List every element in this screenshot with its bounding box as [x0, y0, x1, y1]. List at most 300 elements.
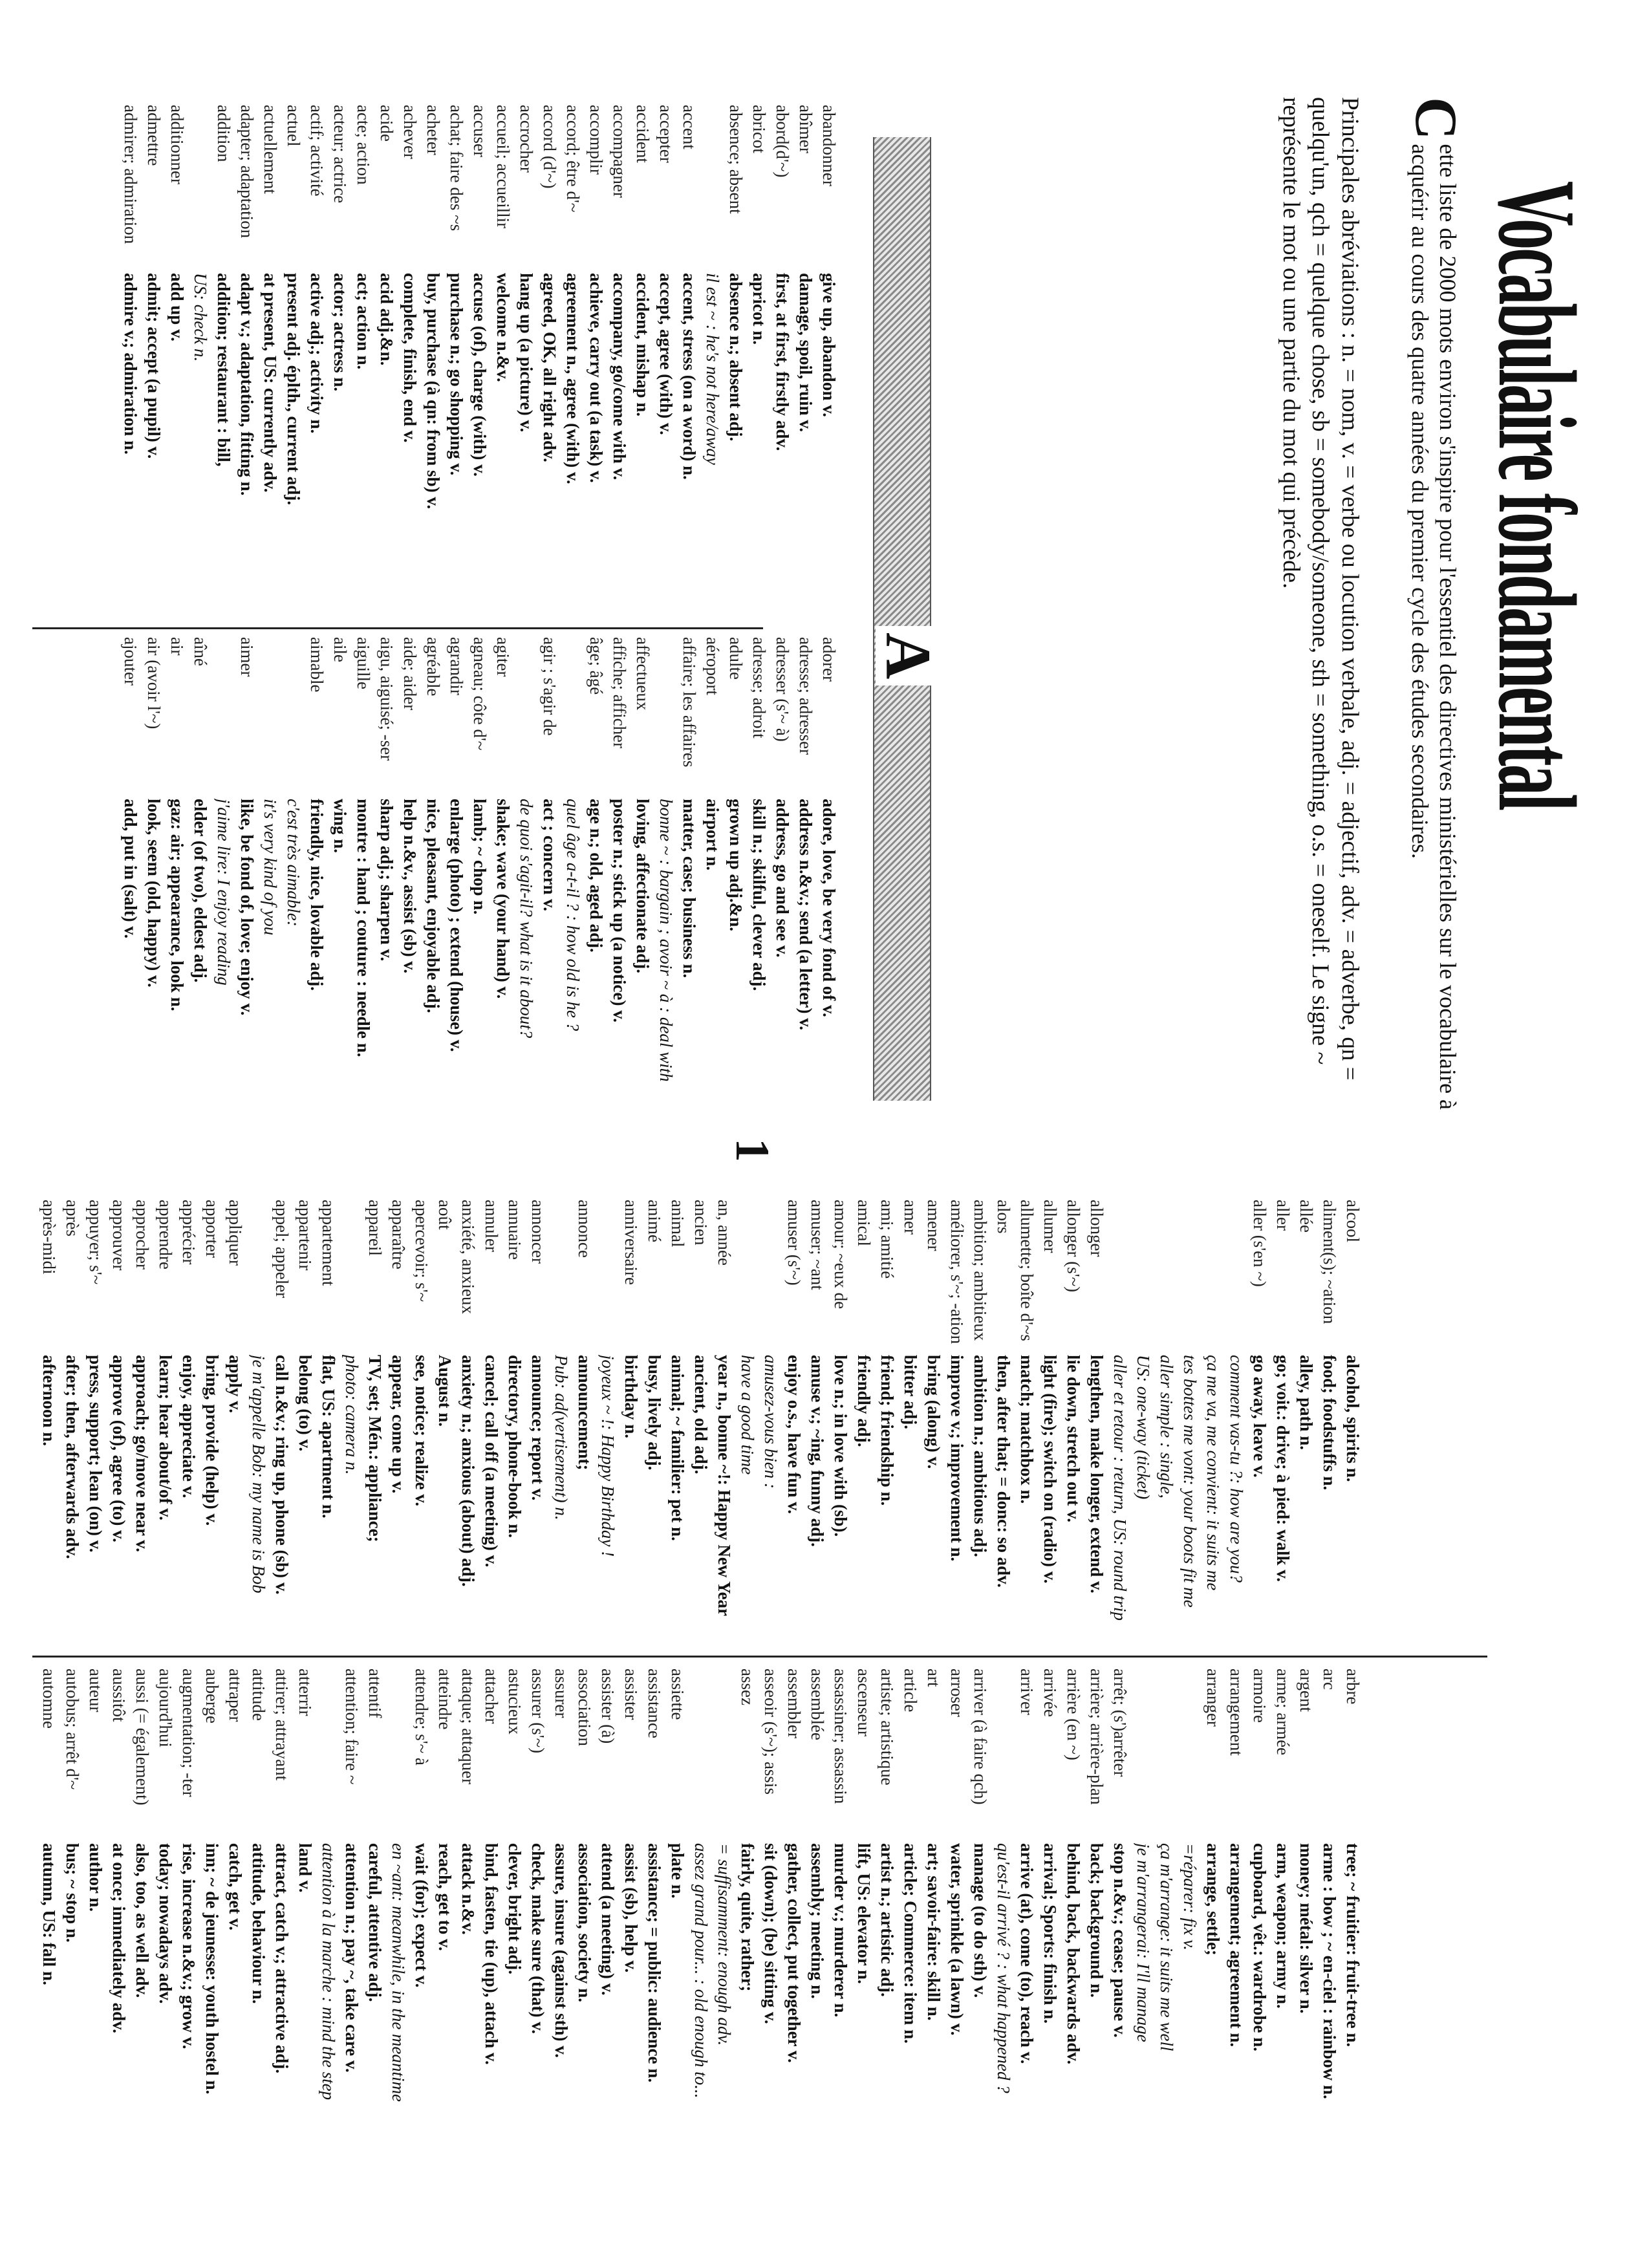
vocab-entry — [771, 105, 794, 616]
french-headword — [189, 105, 212, 273]
english-translation: agreed, OK, all right adv. — [540, 273, 559, 462]
english-translation: US: check n. — [191, 273, 210, 362]
vocab-column — [119, 105, 841, 616]
french-headword: asseoir (s'~); assis — [761, 1669, 781, 1795]
english-translation: attract, catch v.; attractive adj. — [272, 1843, 292, 2074]
french-headword — [387, 1669, 410, 1843]
english-translation: money; métal: silver n. — [1297, 1843, 1316, 2014]
vocab-entry — [317, 1200, 340, 1652]
french-headword: auteur — [86, 1669, 105, 1712]
english-translation: admit; accept (a pupil) v. — [144, 273, 164, 459]
vocab-entry — [235, 105, 259, 616]
english-translation: arrival; Sports: finish n. — [1040, 1843, 1060, 2024]
page-number: 1 — [726, 1138, 779, 1162]
french-headword: apporter — [202, 1200, 222, 1258]
vocab-entry — [643, 1669, 666, 2121]
english-translation: press, support; lean (on) v. — [86, 1355, 105, 1553]
vocab-entry — [713, 1200, 736, 1652]
french-headword: accuser — [470, 105, 490, 157]
french-headword: accueil; accueillir — [493, 105, 513, 229]
english-translation: present adj. éplth., current adj. — [284, 273, 303, 505]
french-headword: ambition; ambitieux — [971, 1200, 990, 1341]
french-headword: admettre — [144, 105, 164, 166]
french-headword: approuver — [109, 1200, 129, 1271]
french-headword — [282, 637, 305, 799]
english-translation: enjoy, appreciate v. — [179, 1355, 199, 1498]
french-headword: armoire — [1250, 1669, 1269, 1723]
english-translation: at once; immediately adv. — [109, 1843, 129, 2033]
english-translation: arrange, settle; — [1203, 1843, 1223, 1956]
english-translation: joyeux ~ !: Happy Birthday ! — [598, 1355, 618, 1557]
french-headword: attendre; s'~ à — [412, 1669, 431, 1766]
french-headword — [550, 1200, 573, 1355]
french-headword — [736, 1200, 759, 1355]
french-headword: appliquer — [226, 1200, 245, 1266]
vocab-entry — [282, 105, 305, 616]
vocab-entry — [433, 1669, 457, 2121]
vocab-entry — [1225, 1200, 1248, 1652]
french-headword: abandonner — [819, 105, 839, 186]
french-headword: attaque; attaquer — [458, 1669, 478, 1785]
english-translation: tes bottes me vont: your boots fit me — [1180, 1355, 1200, 1608]
french-headword: assister — [621, 1669, 641, 1720]
section-letter: A — [876, 626, 940, 686]
english-translation: assistance; = public: audience n. — [645, 1843, 664, 2083]
french-headword: aller — [1273, 1200, 1293, 1231]
vocab-entry — [491, 637, 515, 1161]
english-translation: approach; go/move near v. — [133, 1355, 152, 1553]
vocab-entry — [608, 637, 631, 1161]
french-headword: automne — [39, 1669, 59, 1729]
vocab-entry — [259, 105, 282, 616]
french-headword: accompagner — [610, 105, 629, 198]
french-headword: annonce — [575, 1200, 594, 1258]
english-translation: buy, purchase (à qn: from sb) v. — [424, 273, 443, 510]
french-headword: allumer — [1040, 1200, 1060, 1253]
vocab-entry — [1155, 1200, 1178, 1652]
vocab-entry — [1178, 1669, 1202, 2121]
english-translation: arrive (at), come (to), reach v. — [1017, 1843, 1037, 2064]
english-translation: bus; ~ stop n. — [63, 1843, 82, 1943]
english-translation: bind, fasten, tie (up), attach v. — [482, 1843, 501, 2065]
vocab-entry — [422, 105, 445, 616]
english-translation: attend (a meeting) v. — [598, 1843, 618, 1996]
french-headword — [1108, 1200, 1132, 1355]
vocab-entry — [782, 1200, 806, 1652]
vocab-entry — [200, 1200, 224, 1652]
english-translation: je m'arrangerai: I'll manage — [1134, 1843, 1153, 2042]
vocab-entry — [166, 637, 189, 1161]
vocab-entry — [294, 1200, 317, 1652]
vocab-entry — [1155, 1669, 1178, 2121]
vocab-entry — [817, 637, 841, 1161]
english-translation: accident, mishap n. — [633, 273, 652, 417]
french-headword — [317, 1669, 340, 1843]
vocab-entry — [212, 105, 235, 616]
french-headword — [340, 1200, 363, 1355]
french-headword: apprécier — [179, 1200, 199, 1265]
french-headword: assiette — [668, 1669, 687, 1720]
vocab-entry — [1015, 1200, 1039, 1652]
english-translation: animal; ~ familier: pet n. — [668, 1355, 687, 1541]
french-headword: attacher — [482, 1669, 501, 1724]
french-headword: arme; armée — [1273, 1669, 1293, 1756]
english-translation: comment vas-tu ?: how are you? — [1227, 1355, 1246, 1583]
vocab-entry — [992, 1200, 1015, 1652]
english-translation: achieve, carry out (a task) v. — [587, 273, 606, 483]
french-headword: appartenir — [296, 1200, 315, 1271]
english-translation: fairly, quite, rather; — [738, 1843, 757, 1992]
vocab-entry — [806, 1669, 829, 2121]
vocab-entry — [375, 105, 398, 616]
english-translation: attack n.&v. — [458, 1843, 478, 1935]
french-headword: accord (d'~) — [540, 105, 559, 189]
english-translation: gaz: air; appearance, look n. — [167, 799, 187, 1011]
french-headword: augmentation; -ter — [179, 1669, 199, 1797]
french-headword: appuyer; s'~ — [86, 1200, 105, 1285]
vocab-entry — [457, 1669, 480, 2121]
french-headword: aile — [330, 637, 350, 662]
vocab-entry — [119, 105, 142, 616]
vocab-entry — [876, 1669, 899, 2121]
english-translation: then, after that; = donc: so adv. — [994, 1355, 1013, 1588]
french-headword: aéroport — [703, 637, 722, 695]
vocab-entry — [678, 105, 701, 616]
french-headword: artiste; artistique — [878, 1669, 897, 1786]
english-translation: reach, get to v. — [435, 1843, 455, 1951]
english-translation: lengthen, make longer, extend v. — [1087, 1355, 1106, 1593]
english-translation: land v. — [296, 1843, 315, 1893]
vocab-entry — [852, 1669, 876, 2121]
french-headword: après — [63, 1200, 82, 1237]
vocab-entry — [666, 1200, 689, 1652]
french-headword: agiter — [493, 637, 513, 677]
vocab-entry — [84, 1669, 107, 2121]
french-headword — [561, 637, 585, 799]
vocab-entry — [1318, 1200, 1341, 1652]
english-translation: qu'est-il arrivé ? : what happened ? — [994, 1843, 1013, 2093]
vocab-entry — [713, 1669, 736, 2121]
english-translation: stop n.&v.; cease; pause v. — [1110, 1843, 1130, 2038]
vocab-entry — [177, 1669, 200, 2121]
english-translation: food; foodstuffs n. — [1320, 1355, 1339, 1491]
french-headword: annoncer — [528, 1200, 548, 1264]
english-translation: alley, path n. — [1297, 1355, 1316, 1451]
english-translation: friendly adj. — [854, 1355, 874, 1447]
vocab-entry — [107, 1669, 131, 2121]
english-translation: at present, US: currently adv. — [261, 273, 280, 493]
french-headword: argent — [1297, 1669, 1316, 1712]
english-translation: ça me va, me convient: it suits me — [1203, 1355, 1223, 1591]
english-translation: apricot n. — [749, 273, 769, 345]
vocab-entry — [689, 1669, 713, 2121]
english-translation: clever, bright adj. — [505, 1843, 524, 1974]
french-headword: accrocher — [517, 105, 536, 173]
french-headword: allonger (s'~) — [1064, 1200, 1083, 1293]
french-headword — [713, 1669, 736, 1843]
english-translation: see, notice; realize v. — [412, 1355, 431, 1507]
french-headword — [759, 1200, 782, 1355]
vocab-entry — [468, 105, 491, 616]
vocab-entry — [445, 637, 468, 1161]
english-translation: manage (to do sth) v. — [971, 1843, 990, 1998]
english-translation: light (fire); switch on (radio) v. — [1040, 1355, 1060, 1584]
english-translation: amuse v.; ~ing, funny adj. — [808, 1355, 827, 1547]
vocab-entry — [620, 1669, 643, 2121]
french-headword: accent — [680, 105, 699, 149]
french-headword: animé — [645, 1200, 664, 1242]
english-translation: careful, attentive adj. — [365, 1843, 385, 2002]
vocab-entry — [748, 105, 771, 616]
vocab-entry — [1015, 1669, 1039, 2121]
english-translation: autumn, US: fall n. — [39, 1843, 59, 1985]
english-translation: absence n.; absent adj. — [726, 273, 746, 442]
english-translation: elder (of two), eldest adj. — [191, 799, 210, 983]
vocab-entry — [550, 1200, 573, 1652]
vocab-entry — [166, 105, 189, 616]
english-translation: actor; actress n. — [330, 273, 350, 392]
french-headword: astucieux — [505, 1669, 524, 1734]
french-headword: allonger — [1087, 1200, 1106, 1257]
french-headword: allumette; boîte d'~s — [1017, 1200, 1037, 1341]
vocab-entry — [899, 1200, 922, 1652]
vocab-entry — [596, 1200, 620, 1652]
english-translation: address n.&v.; send (a letter) v. — [796, 799, 815, 1030]
vocab-entry — [876, 1200, 899, 1652]
french-headword: arranger — [1203, 1669, 1223, 1727]
vocab-entry — [363, 1200, 387, 1652]
french-headword — [1225, 1200, 1248, 1355]
french-headword: aide; aider — [400, 637, 420, 711]
vocab-entry — [1248, 1669, 1271, 2121]
french-headword: apparaître — [389, 1200, 408, 1269]
vocab-entry — [142, 637, 166, 1161]
english-translation: sharp adj.; sharpen v. — [377, 799, 396, 962]
vocab-entry — [189, 637, 212, 1161]
french-headword: assassiner; assassin — [831, 1669, 850, 1804]
vocab-entry — [806, 1200, 829, 1652]
french-headword: arriver — [1017, 1669, 1037, 1715]
vocab-entry — [782, 1669, 806, 2121]
vocab-entry — [468, 637, 491, 1161]
french-headword: addition — [214, 105, 233, 162]
french-headword: assurer (s'~) — [528, 1669, 548, 1754]
french-headword: août — [435, 1200, 455, 1230]
french-headword: attirer; attrayant — [272, 1669, 292, 1781]
french-headword: apprendre — [156, 1200, 175, 1269]
vocab-entry — [573, 1200, 596, 1652]
french-headword: acteur; actrice — [330, 105, 350, 204]
vocab-entry — [654, 637, 678, 1161]
french-headword: aîné — [191, 637, 210, 666]
french-headword: ascenseur — [854, 1669, 874, 1736]
english-translation: art; savoir-faire: skill n. — [924, 1843, 943, 2021]
vocab-entry — [1085, 1200, 1108, 1652]
french-headword: aller (s'en ~) — [1250, 1200, 1269, 1287]
vocab-entry — [631, 105, 654, 616]
vocab-entry — [224, 1669, 247, 2121]
french-headword: agrandir — [447, 637, 466, 695]
french-headword: agir ; s'agir de — [540, 637, 559, 736]
vocab-entry — [585, 105, 608, 616]
vocab-entry — [585, 637, 608, 1161]
vocab-entry — [736, 1200, 759, 1652]
vocab-entry — [503, 1669, 526, 2121]
vocab-entry — [969, 1669, 992, 2121]
english-translation: cancel; call off (a meeting) v. — [482, 1355, 501, 1568]
french-headword: aiguille — [354, 637, 373, 689]
vocab-entry — [550, 1669, 573, 2121]
english-translation: sit (down); (be) sitting v. — [761, 1843, 781, 2024]
vocab-entry — [457, 1200, 480, 1652]
vocab-entry — [701, 637, 724, 1161]
french-headword: acte; action — [354, 105, 373, 185]
vocab-entry — [899, 1669, 922, 2121]
french-headword: adresse; adresser — [796, 637, 815, 755]
french-headword: aimer — [237, 637, 257, 677]
french-headword — [1155, 1669, 1178, 1843]
vocab-entry — [1341, 1200, 1364, 1652]
english-translation: go away, leave v. — [1250, 1355, 1269, 1478]
english-translation: today; nowadays adv. — [156, 1843, 175, 2004]
french-headword: actuellement — [261, 105, 280, 194]
vocab-entry — [177, 1200, 200, 1652]
vocab-entry — [387, 1200, 410, 1652]
vocab-entry — [1295, 1669, 1318, 2121]
english-translation: tree; ~ fruitier: fruit-tree n. — [1343, 1843, 1363, 2047]
french-headword — [596, 1200, 620, 1355]
english-translation: bonne ~ : bargain ; avoir ~ à : deal with — [656, 799, 676, 1082]
french-headword: acheter — [424, 105, 443, 155]
english-translation: year n., bonne ~!: Happy New Year — [715, 1355, 734, 1617]
french-headword: assister (à) — [598, 1669, 618, 1744]
vocab-entry — [526, 1669, 550, 2121]
vocab-entry — [363, 1669, 387, 2121]
french-headword: affaire; les affaires — [680, 637, 699, 768]
vocab-entry — [794, 105, 817, 616]
vocab-entry — [759, 1200, 782, 1652]
french-headword — [515, 637, 538, 799]
vocab-entry — [538, 637, 561, 1161]
english-translation: behind, back, backwards adv. — [1064, 1843, 1083, 2065]
vocab-entry — [1178, 1200, 1202, 1652]
section-band — [873, 137, 931, 1101]
english-translation: birthday n. — [621, 1355, 641, 1439]
vocab-entry — [1062, 1200, 1085, 1652]
vocab-entry — [142, 105, 166, 616]
english-translation: enlarge (photo) ; extend (house) v. — [447, 799, 466, 1052]
french-headword — [1178, 1669, 1202, 1843]
english-translation: attitude, behaviour n. — [249, 1843, 268, 2004]
french-headword: adulte — [726, 637, 746, 680]
english-translation: it's very kind of you — [261, 799, 280, 936]
vocab-entry — [643, 1200, 666, 1652]
french-headword: admirer; admiration — [121, 105, 140, 244]
english-translation: acid adj.&n. — [377, 273, 396, 366]
english-translation: improve v.; improvement n. — [947, 1355, 967, 1562]
english-translation: address, go and see v. — [773, 799, 792, 958]
vocab-entry — [247, 1669, 270, 2121]
french-headword: annuler — [482, 1200, 501, 1252]
vocab-entry — [84, 1200, 107, 1652]
english-translation: inn; ~ de jeunesse: youth hostel n. — [202, 1843, 222, 2095]
french-headword: aussitôt — [109, 1669, 129, 1722]
french-headword — [1132, 1669, 1155, 1843]
english-translation: bring, provide (help) v. — [202, 1355, 222, 1526]
english-translation: directory, phone-book n. — [505, 1355, 524, 1539]
abbreviations-note: Principales abréviations : n. = nom, v. = verbe ou locution verbale, adj. = adjectif, adv. = adverbe, qn = quelqu'un, qch = quelque chose, sb = somebody/someone, sth = something, o.s. = oneself. Le signe ~ représente le mot ou une partie du mot qui précède. — [1278, 97, 1363, 1081]
english-translation: complete, finish, end v. — [400, 273, 420, 443]
french-headword: arroser — [947, 1669, 967, 1717]
french-headword: arc — [1320, 1669, 1339, 1690]
english-translation: Pub: ad(vertisement) n. — [552, 1355, 571, 1520]
column-divider — [32, 627, 763, 629]
english-translation: have a good time — [738, 1355, 757, 1475]
english-translation: author n. — [86, 1843, 105, 1912]
vocab-entry — [1202, 1669, 1225, 2121]
vocab-entry — [794, 637, 817, 1161]
french-headword: appel; appeler — [272, 1200, 292, 1299]
english-translation: water, sprinkle (a lawn) v. — [947, 1843, 967, 2036]
vocab-entry — [1132, 1200, 1155, 1652]
vocab-entry — [1132, 1669, 1155, 2121]
french-headword: air — [167, 637, 187, 656]
vocab-entry — [561, 105, 585, 616]
english-translation: assure, insure (against sth) v. — [552, 1843, 571, 2058]
french-headword: additionner — [167, 105, 187, 184]
french-headword: arrivée — [1040, 1669, 1060, 1717]
english-translation: skill n.; skilful, clever adj. — [749, 799, 769, 991]
vocab-entry — [1085, 1669, 1108, 2121]
vocab-entry — [61, 1669, 84, 2121]
english-translation: arm, weapon; army n. — [1273, 1843, 1293, 2009]
vocab-entry — [701, 105, 724, 616]
french-headword: aussi (= également) — [133, 1669, 152, 1806]
vocab-entry — [317, 1669, 340, 2121]
english-translation: lift, US: elevator n. — [854, 1843, 874, 1984]
english-translation: afternoon n. — [39, 1355, 59, 1446]
french-headword: âge; âgé — [587, 637, 606, 695]
english-translation: accompany, go/come with v. — [610, 273, 629, 481]
english-translation: adore, love, be very fond of v. — [819, 799, 839, 1017]
english-translation: ça m'arrange: it suits me well — [1157, 1843, 1176, 2051]
english-translation: welcome n.&v. — [493, 273, 513, 382]
english-translation: bitter adj. — [901, 1355, 920, 1429]
vocab-entry — [270, 1669, 294, 2121]
vocab-entry — [1318, 1669, 1341, 2121]
french-headword: attentif — [365, 1669, 385, 1718]
vocab-entry — [189, 105, 212, 616]
vocab-entry — [573, 1669, 596, 2121]
vocab-entry — [387, 1669, 410, 2121]
french-headword — [992, 1669, 1015, 1843]
vocab-entry — [259, 637, 282, 1161]
vocab-entry — [945, 1200, 969, 1652]
french-headword: assurer — [552, 1669, 571, 1718]
french-headword: atterrir — [296, 1669, 315, 1716]
english-translation: act ; concern v. — [540, 799, 559, 911]
french-headword: actif; activité — [307, 105, 327, 197]
english-translation: damage, spoil, ruin v. — [796, 273, 815, 433]
vocab-entry — [503, 1200, 526, 1652]
english-translation: go; voit.: drive; à pied: walk v. — [1273, 1355, 1293, 1582]
french-headword: actuel — [284, 105, 303, 147]
french-headword — [689, 1669, 713, 1843]
vocab-entry — [282, 637, 305, 1161]
english-translation: appear, come up v. — [389, 1355, 408, 1494]
english-translation: friend; friendship n. — [878, 1355, 897, 1506]
english-translation: ancient, old adj. — [691, 1355, 711, 1474]
